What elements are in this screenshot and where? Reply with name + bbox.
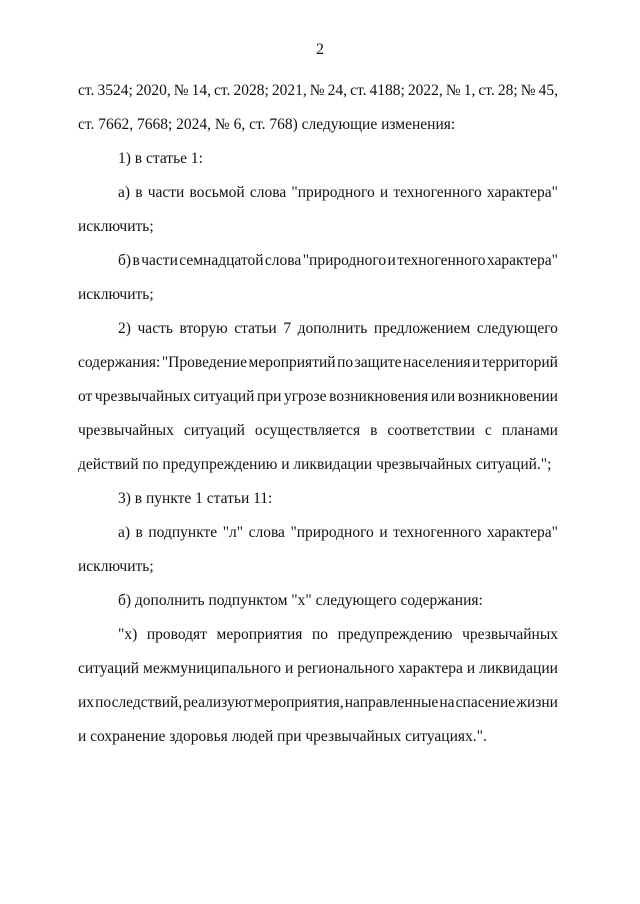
word: территорий (481, 354, 558, 371)
word: населения (403, 354, 471, 371)
word: содержания: (78, 354, 161, 371)
text-line (78, 346, 558, 380)
word: 2022, (407, 82, 443, 99)
word: и (472, 354, 481, 371)
word: слова (248, 524, 285, 541)
word: семнадцатой (179, 252, 264, 269)
word: по (337, 354, 354, 371)
word: ситуаций (193, 388, 255, 405)
word: № (445, 82, 461, 99)
word: "х) (118, 626, 138, 643)
word: по (311, 626, 328, 643)
word: характера" (486, 524, 558, 541)
text-line (78, 74, 558, 108)
word: № (309, 82, 325, 99)
word: мероприятия (216, 626, 303, 643)
word: на (439, 694, 455, 711)
word: проводят (146, 626, 207, 643)
word: и (379, 184, 389, 201)
word: с (484, 422, 492, 439)
word: и (379, 524, 388, 541)
word: и (387, 252, 396, 269)
word: в (132, 252, 140, 269)
word: 2020, (135, 82, 171, 99)
word: техногенного (397, 252, 486, 269)
word: их (78, 694, 95, 711)
text-line (78, 176, 558, 210)
word: подпункте (148, 524, 218, 541)
word: соответствии (387, 422, 475, 439)
word: спасение (455, 694, 516, 711)
word: "Проведение (161, 354, 248, 371)
word: техногенного (393, 184, 482, 201)
word: статьи (234, 320, 277, 337)
word: 7 (283, 320, 292, 337)
text-line (78, 686, 558, 720)
word: а) (118, 184, 131, 201)
word: вторую (179, 320, 228, 337)
word: часть (137, 320, 173, 337)
text-line (78, 414, 558, 448)
word: чрезвычайных (462, 626, 558, 643)
word: ст. (478, 82, 495, 99)
word: в (135, 184, 143, 201)
word: характера (398, 660, 463, 677)
word: дополнить (297, 320, 368, 337)
document-body (78, 74, 558, 754)
word: 2028; (233, 82, 269, 99)
word: и (466, 660, 476, 677)
word: а) (118, 524, 131, 541)
word: возникновения (329, 388, 429, 405)
word: регионального (297, 660, 395, 677)
word: ст. (214, 82, 231, 99)
word: 2021, (271, 82, 307, 99)
word: характера" (486, 252, 558, 269)
text-line: 1) в статье 1: (118, 150, 203, 167)
word: осуществляется (254, 422, 361, 439)
text-line: ст. 7662, 7668; 2024, № 6, ст. 768) следующие изменения: (78, 116, 456, 133)
word: чрезвычайных (78, 422, 174, 439)
word: планами (501, 422, 558, 439)
word: направленные (344, 694, 439, 711)
word: 45, (538, 82, 558, 99)
word: части (141, 252, 178, 269)
word: жизни (516, 694, 558, 711)
word: следующего (476, 320, 558, 337)
text-line: и сохранение здоровья людей при чрезвычайных ситуациях.". (78, 728, 487, 745)
text-line: исключить; (78, 286, 154, 303)
word: при (257, 388, 282, 405)
word: от (78, 388, 93, 405)
word: характера" (486, 184, 558, 201)
word: в (135, 524, 143, 541)
word: 1, (463, 82, 476, 99)
word: предупреждению (337, 626, 453, 643)
word: мероприятий (248, 354, 336, 371)
word: или (430, 388, 456, 405)
word: 14, (191, 82, 211, 99)
text-line (78, 652, 558, 686)
word: № (520, 82, 536, 99)
word: в (370, 422, 378, 439)
word: ситуаций (78, 660, 140, 677)
text-line (78, 618, 558, 652)
word: "природного (302, 252, 387, 269)
word: ст. (78, 82, 95, 99)
word: 24, (327, 82, 348, 99)
word: слова (264, 252, 302, 269)
word: "природного (291, 184, 375, 201)
word: техногенного (393, 524, 482, 541)
word: "л" (222, 524, 244, 541)
word: ст. (350, 82, 367, 99)
text-line: 3) в пункте 1 статьи 11: (118, 490, 273, 507)
word: реализуют (183, 694, 253, 711)
text-line (78, 380, 558, 414)
page-number: 2 (316, 41, 324, 58)
text-line: исключить; (78, 218, 154, 235)
word: мероприятия, (253, 694, 344, 711)
text-line (78, 312, 558, 346)
text-line: б) дополнить подпунктом "х" следующего содержания: (118, 592, 483, 609)
text-line: исключить; (78, 558, 154, 575)
word: части (147, 184, 185, 201)
word: возникновении (457, 388, 558, 405)
word: и (285, 660, 294, 677)
word: защите (354, 354, 402, 371)
word: № (173, 82, 189, 99)
word: "природного (290, 524, 374, 541)
word: 4188; (369, 82, 405, 99)
word: ликвидации (479, 660, 558, 677)
word: б) (118, 252, 132, 269)
word: 2) (118, 320, 131, 337)
word: чрезвычайных (94, 388, 191, 405)
word: восьмой (189, 184, 245, 201)
word: слова (249, 184, 287, 201)
text-line (78, 516, 558, 550)
word: угрозе (283, 388, 327, 405)
word: предложением (373, 320, 471, 337)
word: 3524; (97, 82, 133, 99)
word: ситуаций (183, 422, 245, 439)
word: 28; (497, 82, 518, 99)
text-line (78, 244, 558, 278)
word: межмуниципального (143, 660, 282, 677)
word: последствий, (95, 694, 183, 711)
text-line: действий по предупреждению и ликвидации чрезвычайных ситуаций."; (78, 456, 552, 473)
